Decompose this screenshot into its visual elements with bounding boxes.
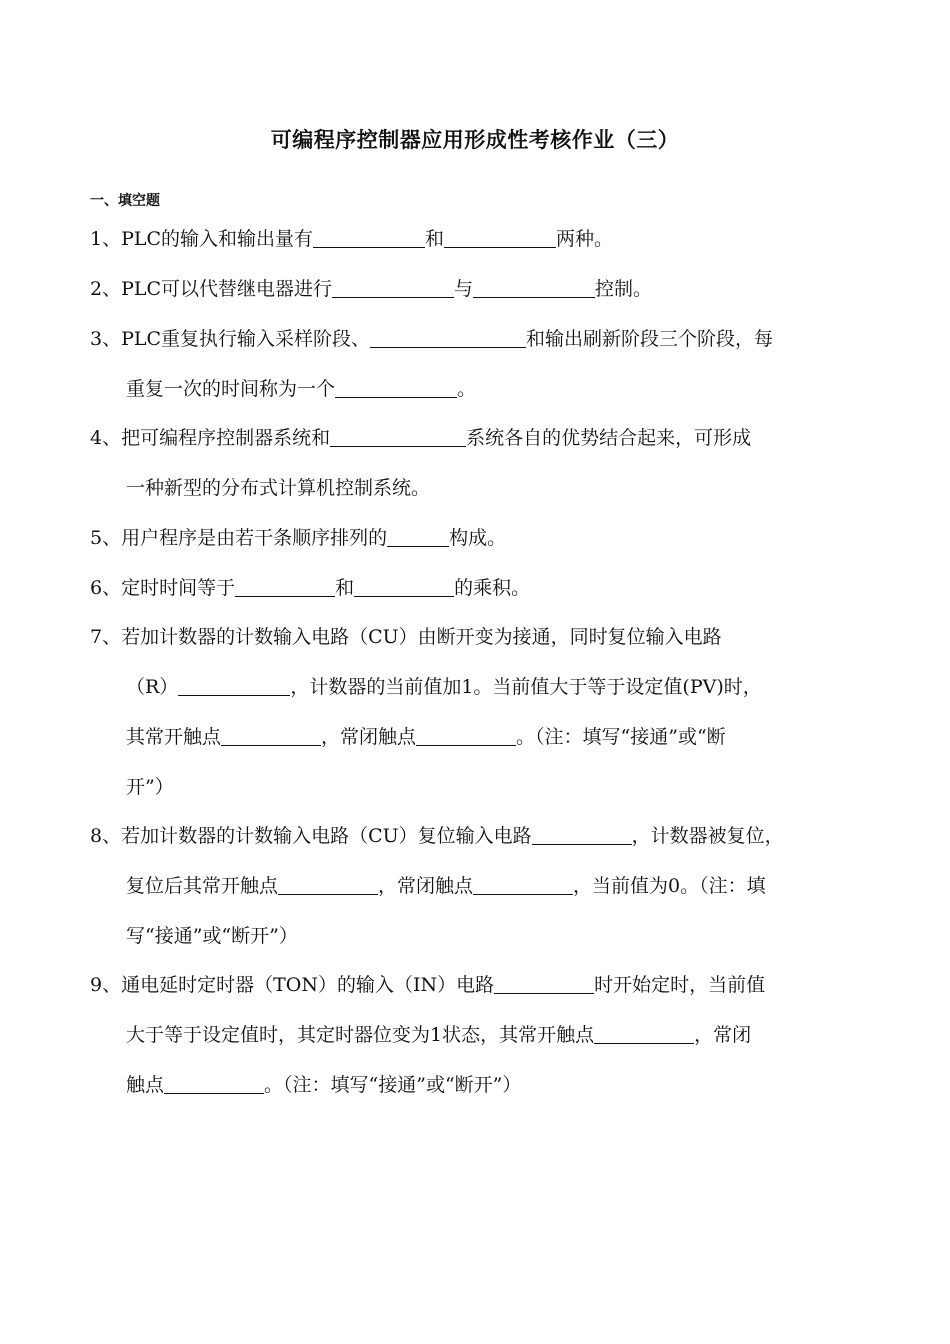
q1-text: 两种。: [556, 228, 614, 250]
answer-blank[interactable]: [370, 327, 526, 348]
q7-text: 。（注：填写“接通”或“断: [516, 726, 726, 748]
q4-text: 一种新型的分布式计算机控制系统。: [126, 477, 431, 499]
answer-blank[interactable]: [473, 277, 595, 298]
section-heading: 一、填空题: [90, 193, 160, 209]
answer-blank[interactable]: [594, 1023, 694, 1044]
q7-text: 其常开触点: [126, 726, 222, 748]
q3-text: 重复一次的时间称为一个: [126, 378, 336, 400]
answer-blank[interactable]: [444, 227, 556, 248]
q8-text: ，当前值为0。（注：填: [573, 875, 766, 897]
page-title: 可编程序控制器应用形成性考核作业（三）: [270, 128, 680, 152]
q6-text: 6、定时时间等于: [90, 577, 236, 599]
q3-text: 3、PLC重复执行输入采样阶段、: [90, 328, 371, 350]
q7-text: 7、若加计数器的计数输入电路（CU）由断开变为接通，同时复位输入电路: [90, 626, 722, 648]
answer-blank[interactable]: [178, 675, 290, 696]
q2-text: 控制。: [595, 278, 653, 300]
question-7-cont-2: [126, 724, 726, 750]
q9-text: 触点: [126, 1074, 165, 1096]
answer-blank[interactable]: [416, 725, 516, 746]
answer-blank[interactable]: [313, 227, 425, 248]
question-2: [90, 276, 652, 302]
question-8: [90, 823, 784, 849]
q2-text: 与: [454, 278, 474, 300]
q7-text: ，常闭触点: [321, 726, 417, 748]
q8-text: 8、若加计数器的计数输入电路（CU）复位输入电路: [90, 825, 532, 847]
q4-text: 4、把可编程序控制器系统和: [90, 427, 331, 449]
q3-text: 。: [457, 378, 477, 400]
q2-text: 2、PLC可以代替继电器进行: [90, 278, 333, 300]
q8-text: 写“接通”或“断开”）: [126, 925, 298, 947]
question-6: [90, 575, 530, 601]
q5-text: 5、用户程序是由若干条顺序排列的: [90, 527, 388, 549]
answer-blank[interactable]: [278, 874, 378, 895]
question-5: [90, 525, 506, 551]
q6-text: 和: [335, 577, 355, 599]
question-4: [90, 425, 751, 451]
q9-text: ，常闭: [694, 1024, 752, 1046]
question-8-cont-1: [126, 873, 766, 899]
answer-blank[interactable]: [332, 277, 454, 298]
q1-text: 和: [425, 228, 445, 250]
question-8-cont-2: [126, 923, 298, 949]
q7-text: （R）: [126, 676, 179, 698]
answer-blank[interactable]: [164, 1073, 264, 1094]
answer-blank[interactable]: [494, 973, 594, 994]
q9-text: 时开始定时，当前值: [594, 974, 766, 996]
answer-blank[interactable]: [354, 576, 454, 597]
question-7-cont-3: [126, 774, 174, 800]
q6-text: 的乘积。: [454, 577, 531, 599]
q4-text: 系统各自的优势结合起来，可形成: [466, 427, 752, 449]
q8-text: 复位后其常开触点: [126, 875, 279, 897]
q7-text: ，计数器的当前值加1。当前值大于等于设定值(PV)时，: [290, 676, 762, 698]
question-3: [90, 326, 773, 352]
question-7-cont-1: [126, 674, 762, 700]
answer-blank[interactable]: [387, 526, 449, 547]
q9-text: 9、通电延时定时器（TON）的输入（IN）电路: [90, 974, 495, 996]
q3-text: 和输出刷新阶段三个阶段，每: [526, 328, 774, 350]
q7-text: 开”）: [126, 776, 174, 798]
q1-text: 1、PLC的输入和输出量有: [90, 228, 314, 250]
question-4-cont: [126, 475, 430, 501]
answer-blank[interactable]: [473, 874, 573, 895]
answer-blank[interactable]: [532, 824, 632, 845]
question-9-cont-2: [126, 1072, 521, 1098]
answer-blank[interactable]: [330, 426, 466, 447]
question-1: [90, 226, 613, 252]
q8-text: ，计数器被复位，: [631, 825, 784, 847]
answer-blank[interactable]: [335, 377, 457, 398]
q9-text: 。（注：填写“接通”或“断开”）: [264, 1074, 522, 1096]
question-3-cont: [126, 376, 476, 402]
question-9-cont-1: [126, 1022, 751, 1048]
q5-text: 构成。: [449, 527, 507, 549]
q8-text: ，常闭触点: [378, 875, 474, 897]
q9-text: 大于等于设定值时，其定时器位变为1状态，其常开触点: [126, 1024, 595, 1046]
answer-blank[interactable]: [235, 576, 335, 597]
question-7: [90, 624, 722, 650]
answer-blank[interactable]: [221, 725, 321, 746]
question-9: [90, 972, 765, 998]
